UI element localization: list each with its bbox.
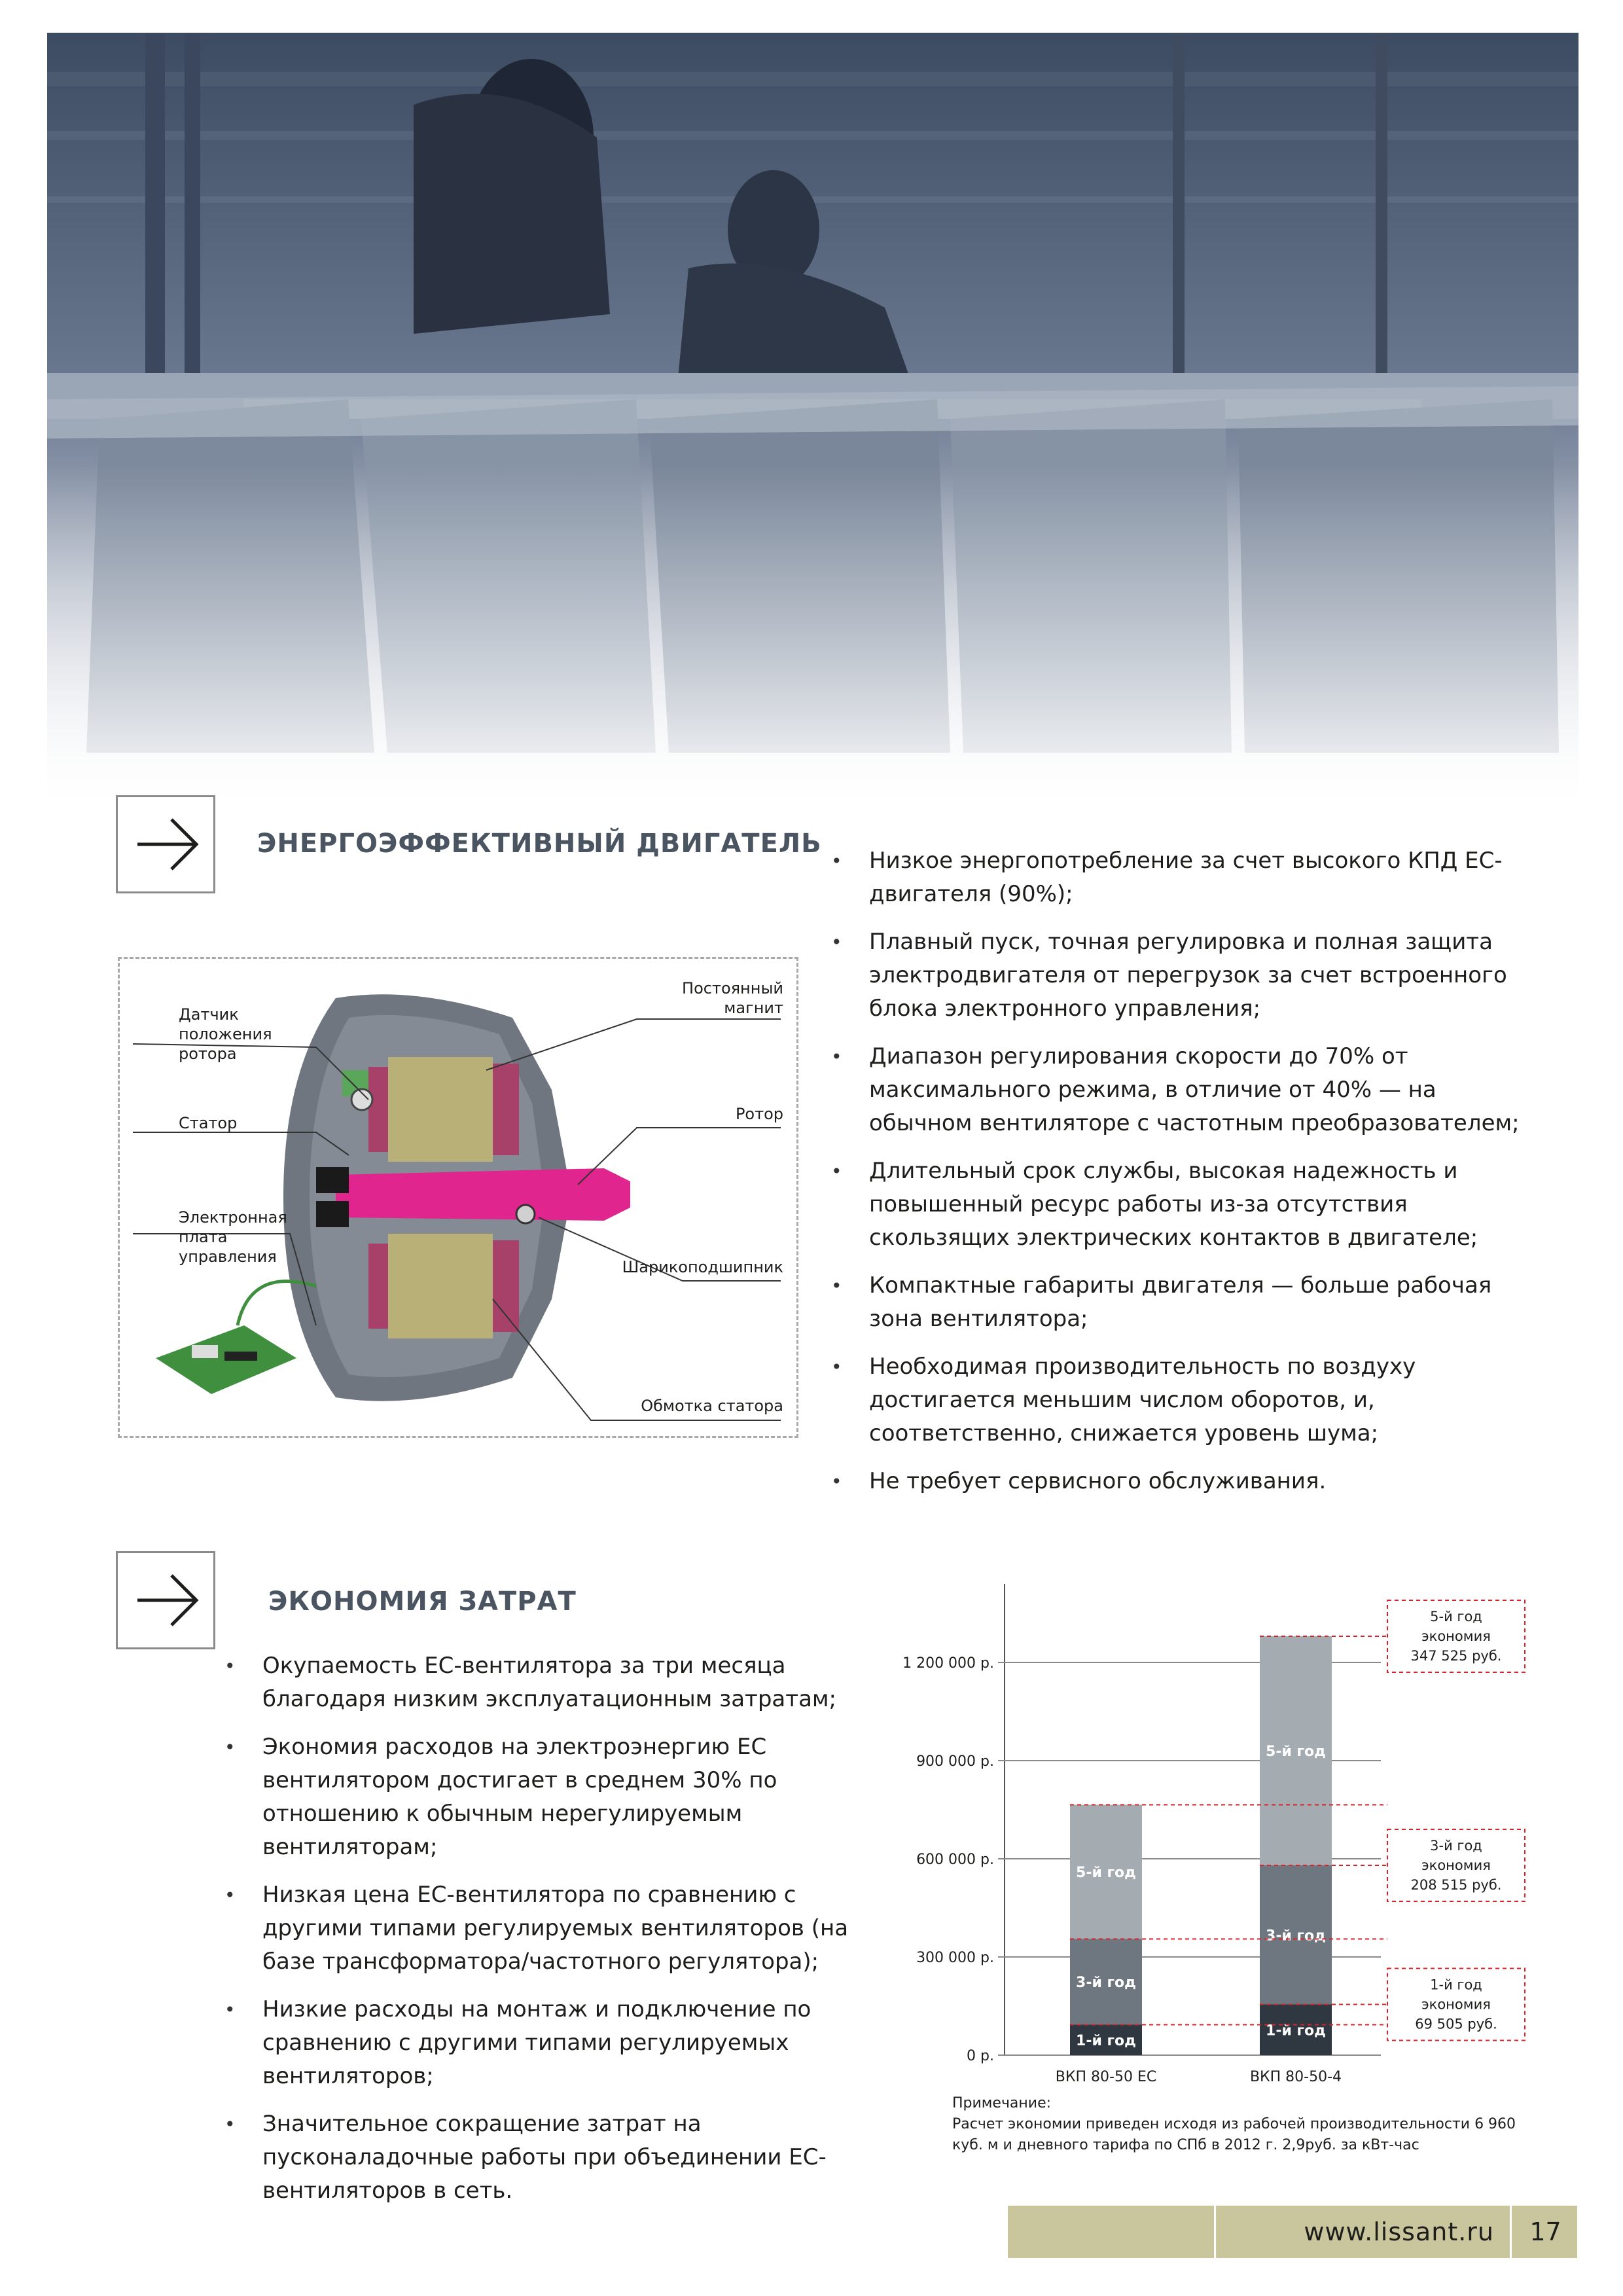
list-item: • Низкое энергопотребление за счет высокого КПД ЕС-двигателя (90%);	[831, 844, 1544, 911]
savings-annotation-text: 1-й год	[1430, 1977, 1482, 1993]
x-tick-label: ВКП 80-50 ЕС	[1055, 2069, 1157, 2085]
engine-benefits-list	[831, 844, 1544, 1513]
list-item: • Окупаемость ЕС-вентилятора за три месяца благодаря низким эксплуатационным затратам;	[224, 1649, 869, 1716]
savings-annotation-text: 5-й год	[1430, 1609, 1482, 1624]
section-arrow-icon	[116, 795, 215, 893]
page-number: 17	[1514, 2206, 1579, 2258]
label-control-board: Электронная плата управления	[179, 1208, 287, 1266]
bar-segment-label: 3-й год	[1076, 1975, 1136, 1991]
section-arrow-icon	[116, 1551, 215, 1649]
bar-segment-label: 1-й год	[1266, 2022, 1326, 2039]
bar-segment-label: 1-й год	[1076, 2032, 1136, 2049]
list-item: • Экономия расходов на электроэнергию ЕС вентилятором достигает в среднем 30% по отношению к обычным нерегулируемым вентиляторам;	[224, 1731, 869, 1864]
list-item: • Не требует сервисного обслуживания.	[831, 1465, 1544, 1498]
chart-note-text: Расчет экономии приведен исходя из рабочей производительности 6 960 куб. м и дневного тарифа по СПб в 2012 г. 2,9руб. за кВт-час	[952, 2116, 1516, 2153]
label-rotor-position-sensor: Датчик положения ротора	[179, 1005, 272, 1063]
label-rotor: Ротор	[735, 1105, 783, 1123]
y-tick-label: 1 200 000 р.	[902, 1655, 994, 1672]
savings-annotation-text: 208 515 руб.	[1410, 1877, 1502, 1893]
motor-diagram	[118, 957, 798, 1438]
list-item: • Необходимая производительность по воздуху достигается меньшим числом оборотов, и, соответственно, снижается уровень шума;	[831, 1350, 1544, 1450]
bar-segment-label: 5-й год	[1266, 1744, 1326, 1760]
bar-segment-label: 5-й год	[1076, 1865, 1136, 1881]
y-tick-label: 600 000 р.	[916, 1852, 994, 1868]
list-item: • Низкие расходы на монтаж и подключение по сравнению с другими типами регулируемых вентиляторов;	[224, 1993, 869, 2093]
label-stator: Статор	[179, 1114, 238, 1132]
hero-photo	[47, 33, 1578, 818]
savings-annotation-text: экономия	[1421, 1857, 1491, 1873]
list-item: • Плавный пуск, точная регулировка и полная защита электродвигателя от перегрузок за счет встроенного блока электронного управления;	[831, 925, 1544, 1026]
list-item: • Компактные габариты двигателя — больше рабочая зона вентилятора;	[831, 1269, 1544, 1336]
list-item: • Значительное сокращение затрат на пусконаладочные работы при объединении ЕС-вентиляторов в сеть.	[224, 2108, 869, 2208]
section-title-savings: ЭКОНОМИЯ ЗАТРАТ	[268, 1587, 577, 1617]
savings-annotation-text: экономия	[1421, 1996, 1491, 2013]
savings-chart	[851, 1564, 1551, 2094]
x-tick-label: ВКП 80-50-4	[1249, 2069, 1342, 2085]
label-permanent-magnet: Постоянный магнит	[682, 979, 783, 1017]
savings-annotation-text: 69 505 руб.	[1415, 2016, 1497, 2032]
label-ball-bearing: Шарикоподшипник	[622, 1258, 783, 1276]
chart-note-title: Примечание:	[952, 2095, 1052, 2111]
savings-annotation-text: 347 525 руб.	[1410, 1648, 1502, 1664]
list-item: • Длительный срок службы, высокая надежность и повышенный ресурс работы из-за отсутствия скользящих электрических контактов в двигателе;	[831, 1155, 1544, 1255]
y-tick-label: 900 000 р.	[916, 1753, 994, 1770]
list-item: • Диапазон регулирования скорости до 70% от максимального режима, в отличие от 40% — на обычном вентиляторе с частотным преобразователем;	[831, 1040, 1544, 1140]
y-tick-label: 300 000 р.	[916, 1950, 994, 1966]
savings-annotation-text: экономия	[1421, 1628, 1491, 1644]
label-stator-winding: Обмотка статора	[641, 1397, 783, 1415]
savings-annotation-text: 3-й год	[1430, 1838, 1482, 1854]
y-tick-label: 0 р.	[967, 2048, 994, 2064]
list-item: • Низкая цена ЕС-вентилятора по сравнению с другими типами регулируемых вентиляторов (на базе трансформатора/частотного регулятора);	[224, 1878, 869, 1979]
bar-segment-label: 3-й год	[1266, 1928, 1326, 1945]
savings-benefits-list	[224, 1649, 869, 2222]
footer-website-link[interactable]: www.lissant.ru	[1008, 2206, 1512, 2258]
section-title-engine: ЭНЕРГОЭФФЕКТИВНЫЙ ДВИГАТЕЛЬ	[257, 829, 822, 859]
